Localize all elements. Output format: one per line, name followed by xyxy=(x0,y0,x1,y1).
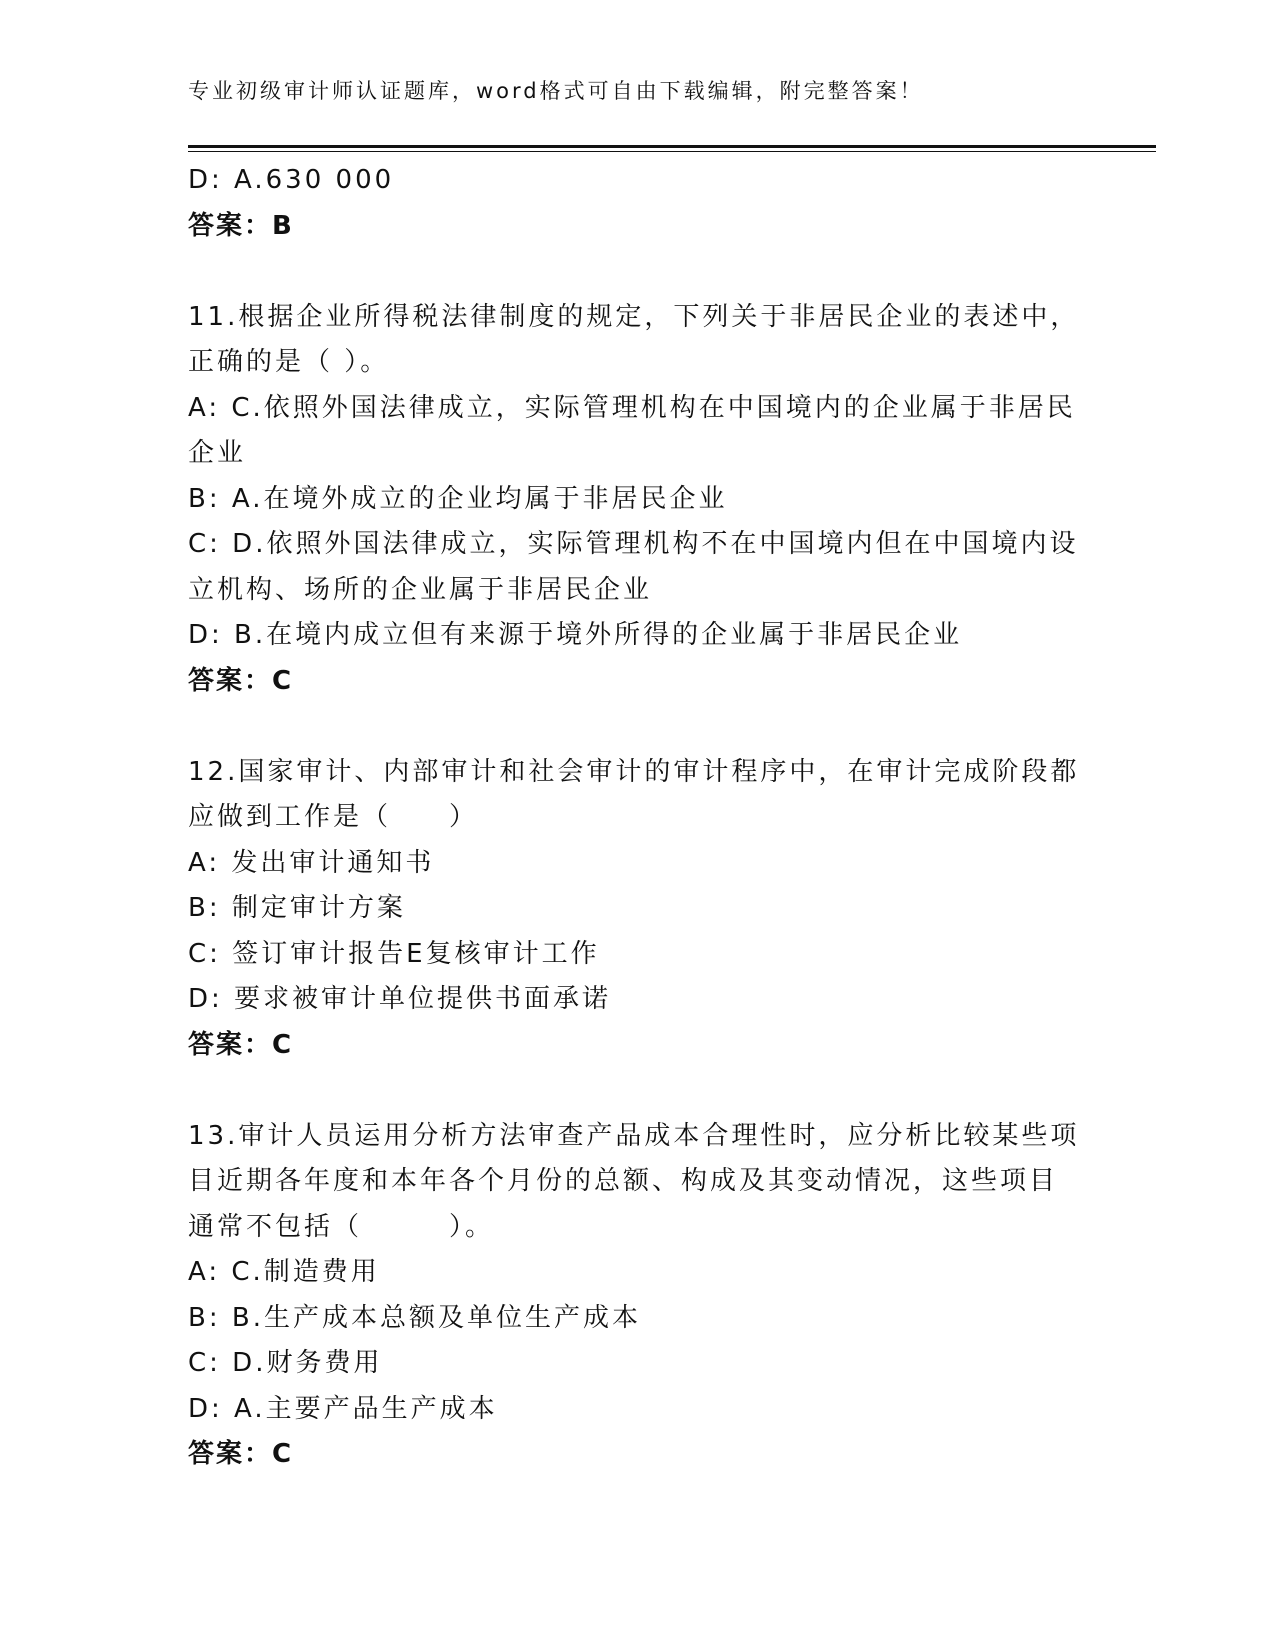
question-stem: 11.根据企业所得税法律制度的规定，下列关于非居民企业的表述中， xyxy=(188,301,1080,332)
option-b: B: 制定审计方案 xyxy=(188,893,406,923)
question-11 xyxy=(188,295,1088,705)
spacer xyxy=(188,704,1088,750)
question-12 xyxy=(188,750,1088,1069)
option-d: D: A.630 000 xyxy=(188,165,395,195)
question-stem: 13.审计人员运用分析方法审查产品成本合理性时，应分析比较某些项 xyxy=(188,1120,1080,1151)
option-c: C: D.依照外国法律成立，实际管理机构不在中国境内但在中国境内设 xyxy=(188,529,1079,559)
question-stem: 12.国家审计、内部审计和社会审计的审计程序中，在审计完成阶段都 xyxy=(188,756,1080,787)
option-a: A: 发出审计通知书 xyxy=(188,847,435,878)
option-d: D: 要求被审计单位提供书面承诺 xyxy=(188,984,612,1014)
spacer xyxy=(188,1068,1088,1114)
option-a: A: C.依照外国法律成立，实际管理机构在中国境内的企业属于非居民 xyxy=(188,392,1076,423)
question-13 xyxy=(188,1114,1088,1478)
option-d: D: B.在境内成立但有来源于境外所得的企业属于非居民企业 xyxy=(188,620,963,650)
option-c: C: 签订审计报告E复核审计工作 xyxy=(188,938,600,969)
option-a: A: C.制造费用 xyxy=(188,1257,380,1287)
spacer xyxy=(188,249,1088,295)
answer-line: 答案：C xyxy=(188,1029,294,1060)
option-c-continued: 立机构、场所的企业属于非居民企业 xyxy=(188,574,653,605)
question-stem: 通常不包括（ ）。 xyxy=(188,1211,495,1242)
question-stem: 应做到工作是（ ） xyxy=(188,802,479,832)
header-rule-thick xyxy=(188,145,1156,148)
question-stem: 正确的是（ ）。 xyxy=(188,347,390,377)
previous-question-tail xyxy=(188,158,1088,249)
answer-line: 答案：C xyxy=(188,1439,294,1469)
answer-line: 答案：B xyxy=(188,210,294,241)
answer-line: 答案：C xyxy=(188,665,294,696)
page-header: 专业初级审计师认证题库，word格式可自由下载编辑，附完整答案！ xyxy=(188,79,924,103)
option-b: B: B.生产成本总额及单位生产成本 xyxy=(188,1302,641,1333)
option-d: D: A.主要产品生产成本 xyxy=(188,1393,498,1424)
option-a-continued: 企业 xyxy=(188,438,247,468)
question-stem: 目近期各年度和本年各个月份的总额、构成及其变动情况，这些项目 xyxy=(188,1166,1059,1196)
option-b: B: A.在境外成立的企业均属于非居民企业 xyxy=(188,483,728,514)
question-content xyxy=(188,158,1088,1478)
option-c: C: D.财务费用 xyxy=(188,1348,383,1378)
header-rule-thin xyxy=(188,151,1156,152)
